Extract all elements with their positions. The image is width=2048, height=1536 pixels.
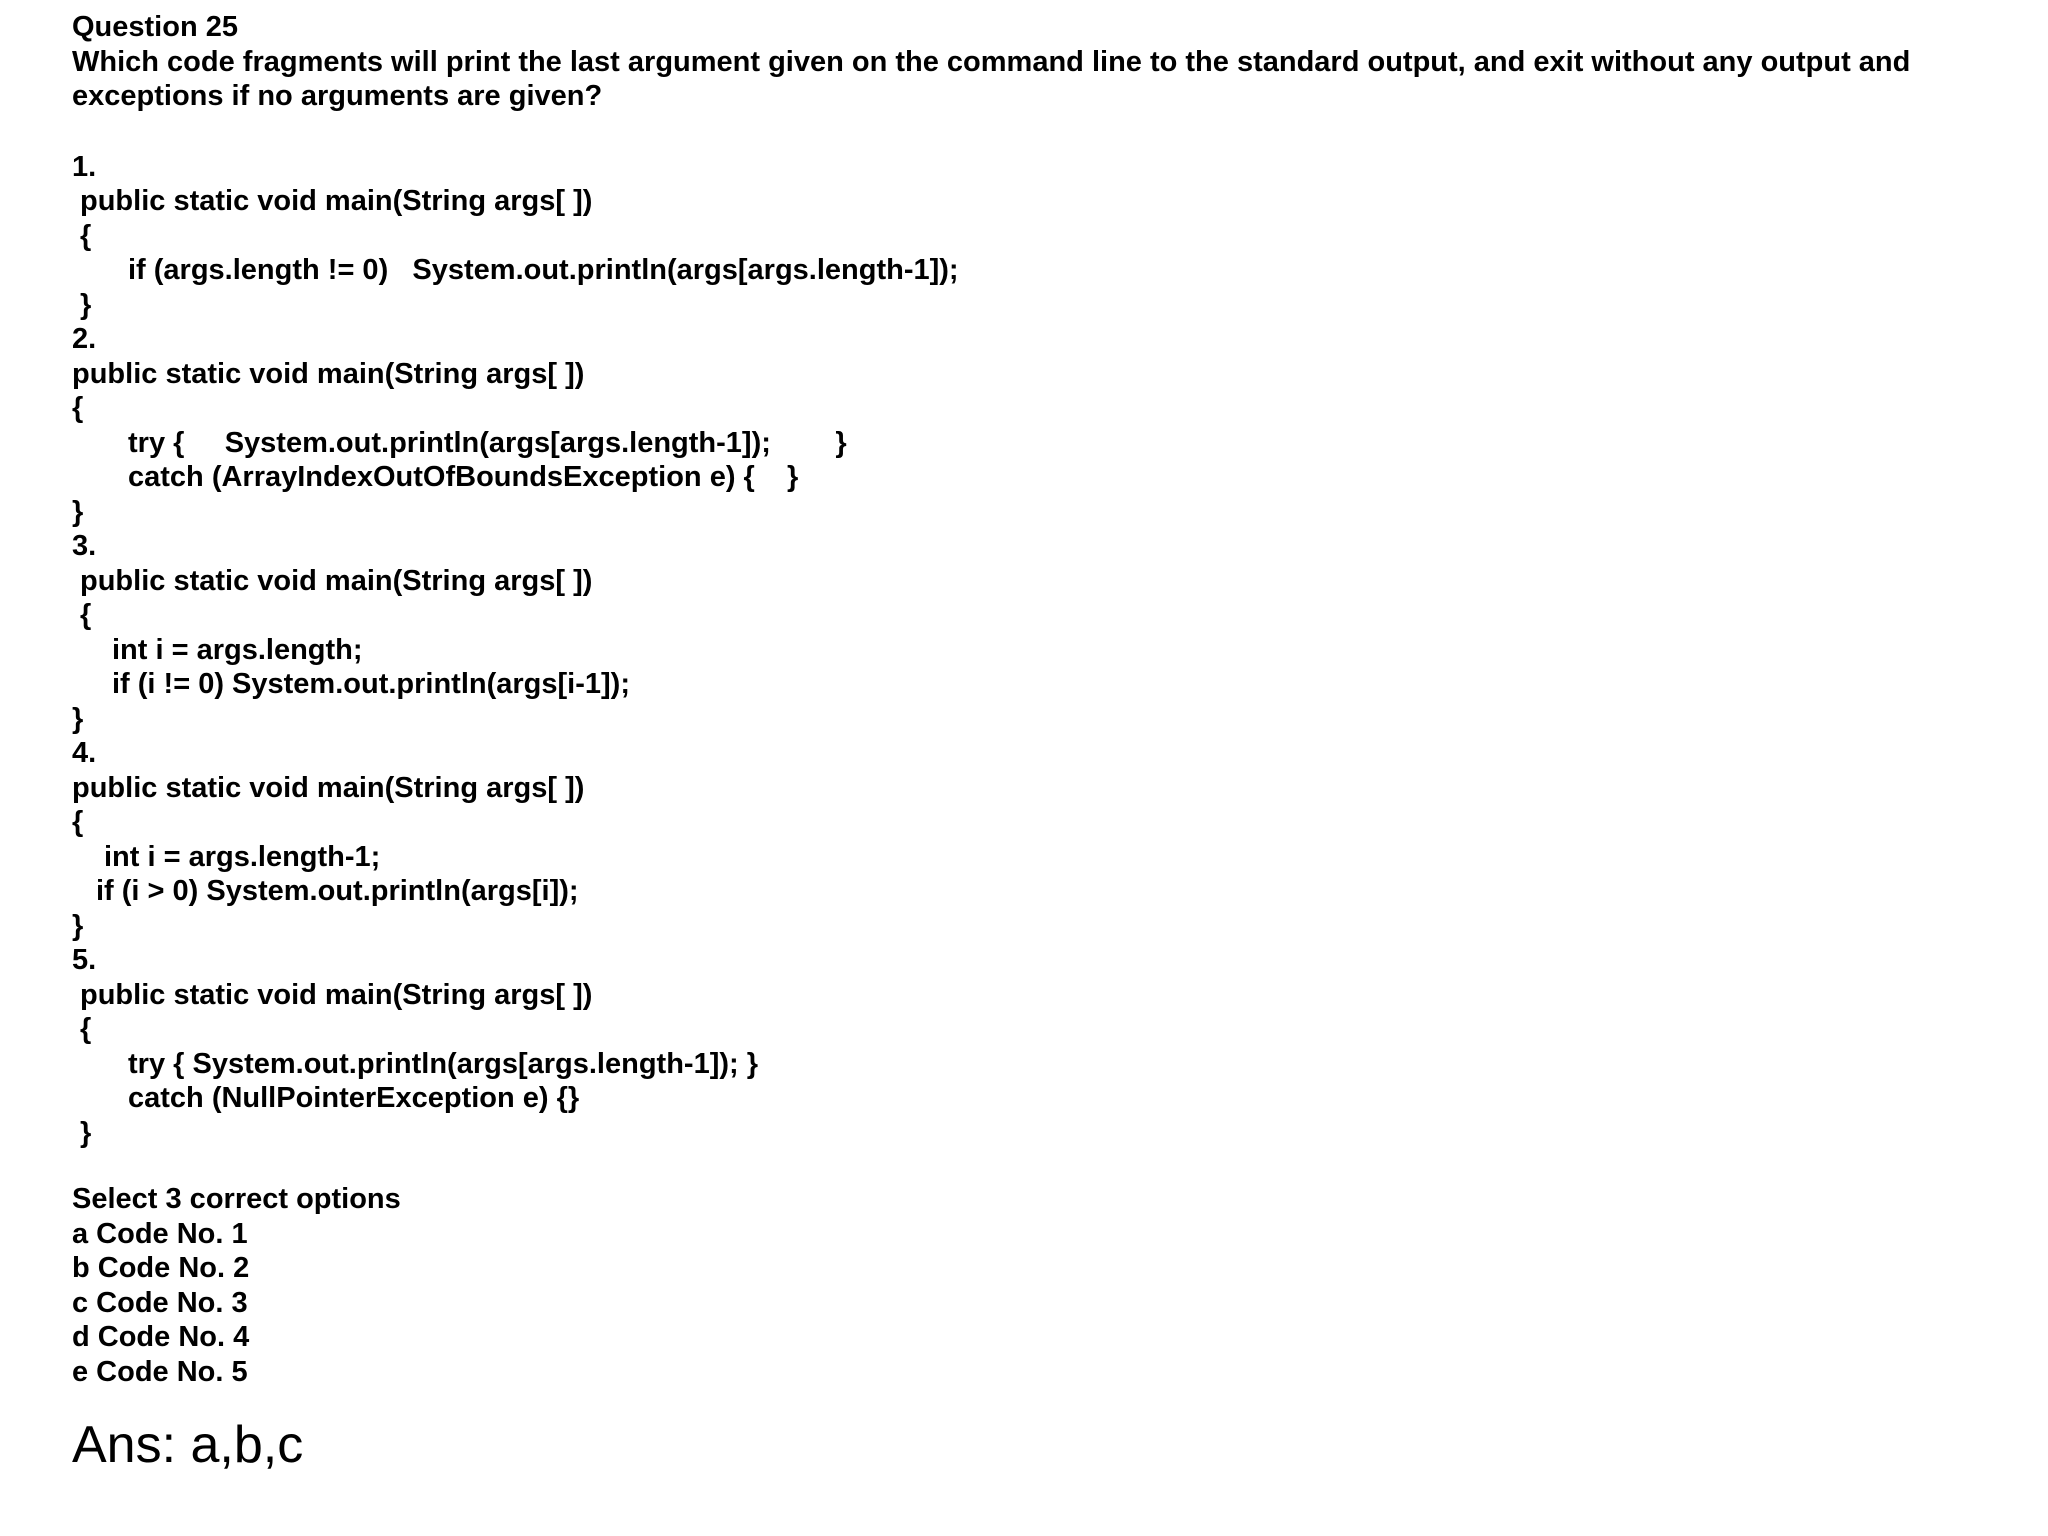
answer-text: Ans: a,b,c	[72, 1416, 304, 1474]
code-line: {	[72, 392, 84, 424]
code-line: {	[72, 806, 84, 838]
code-line: public static void main(String args[ ])	[72, 357, 585, 390]
question-text: Which code fragments will print the last argument given on the command line to the standard output, and exit without any output and exceptions if no arguments are given?	[72, 45, 1911, 112]
code-line: try { System.out.println(args[args.length-1]); }	[128, 1047, 759, 1080]
option-b: b Code No. 2	[72, 1252, 250, 1284]
options-list	[72, 1182, 2012, 1389]
code-line: }	[80, 288, 92, 321]
question-page	[72, 10, 2012, 1475]
code-line: }	[80, 1116, 92, 1149]
code-line: catch (ArrayIndexOutOfBoundsException e) { }	[128, 461, 799, 493]
option-e: e Code No. 5	[72, 1355, 248, 1388]
code-line: if (i != 0) System.out.println(args[i-1]);	[112, 668, 630, 700]
code-line: public static void main(String args[ ])	[80, 564, 593, 597]
code-number: 3.	[72, 530, 97, 562]
code-number: 2.	[72, 323, 97, 355]
code-line: {	[80, 219, 92, 252]
option-a: a Code No. 1	[72, 1217, 248, 1250]
code-line: int i = args.length;	[112, 633, 363, 666]
code-line: public static void main(String args[ ])	[80, 185, 593, 217]
code-line: public static void main(String args[ ])	[80, 978, 593, 1011]
code-line: }	[72, 909, 84, 942]
code-line: public static void main(String args[ ])	[72, 771, 585, 804]
code-number: 4.	[72, 737, 97, 769]
code-line: catch (NullPointerException e) {}	[128, 1082, 580, 1114]
code-line: }	[72, 702, 84, 735]
options-prompt: Select 3 correct options	[72, 1183, 401, 1215]
code-line: if (args.length != 0) System.out.println(args[args.length-1]);	[128, 254, 959, 286]
code-line: }	[72, 495, 84, 528]
option-c: c Code No. 3	[72, 1286, 248, 1319]
code-line: int i = args.length-1;	[104, 840, 381, 873]
code-line: if (i > 0) System.out.println(args[i]);	[96, 875, 579, 907]
code-fragments	[72, 150, 2012, 1151]
code-line: try { System.out.println(args[args.length-1]); }	[128, 426, 847, 459]
code-number: 5.	[72, 944, 97, 976]
code-line: {	[80, 599, 92, 631]
option-d: d Code No. 4	[72, 1321, 250, 1353]
code-number: 1.	[72, 150, 97, 183]
code-line: {	[80, 1013, 92, 1045]
question-title: Question 25	[72, 11, 238, 43]
